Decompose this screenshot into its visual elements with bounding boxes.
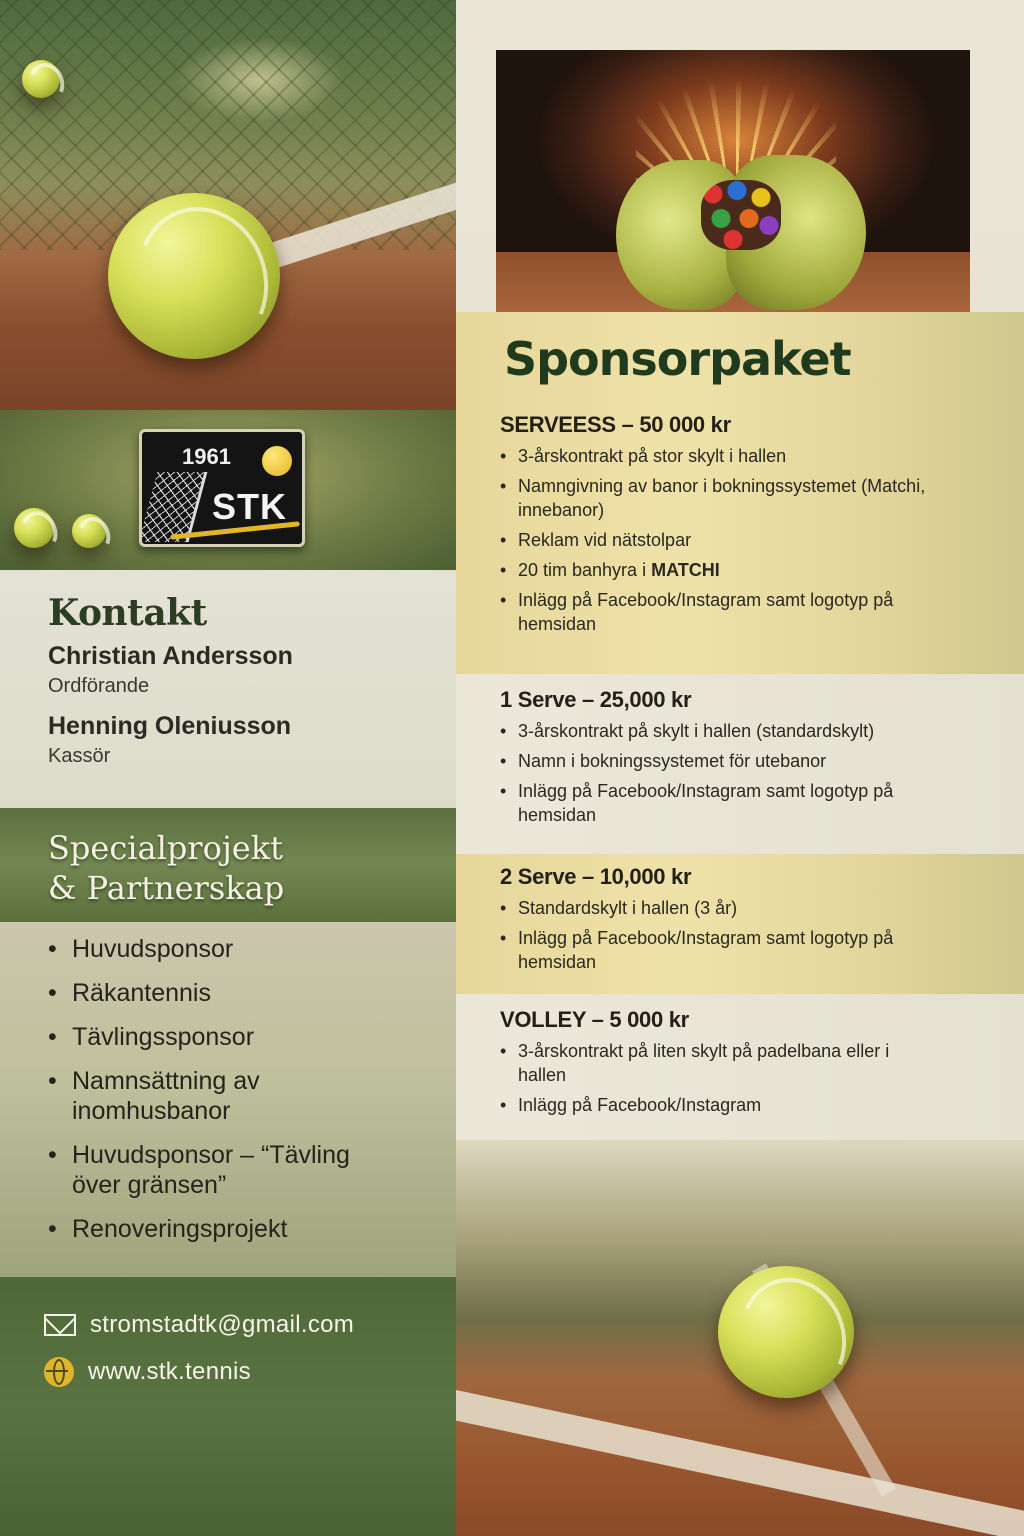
package-item: • 3-årskontrakt på skylt i hallen (standardskylt) bbox=[500, 719, 940, 743]
tennis-ball-icon bbox=[718, 1266, 854, 1398]
package-serveess bbox=[456, 412, 1024, 642]
contact-name: Christian Andersson bbox=[48, 642, 293, 670]
package-item: • Standardskylt i hallen (3 år) bbox=[500, 896, 940, 920]
right-column bbox=[456, 0, 1024, 1536]
court-line bbox=[456, 1390, 1024, 1536]
website-link[interactable]: www.stk.tennis bbox=[88, 1358, 251, 1385]
special-heading-line1: Specialprojekt bbox=[48, 829, 283, 867]
package-name: 2 Serve – 10,000 kr bbox=[500, 864, 692, 889]
globe-icon bbox=[44, 1357, 74, 1387]
package-1-serve bbox=[456, 687, 1024, 833]
list-item: • Tävlingssponsor bbox=[48, 1022, 378, 1052]
list-item: • Räkantennis bbox=[48, 978, 378, 1008]
list-item: • Huvudsponsor bbox=[48, 934, 378, 964]
package-item-text: 20 tim banhyra i bbox=[518, 560, 647, 580]
tennis-ball-icon bbox=[108, 193, 280, 359]
email-row[interactable] bbox=[44, 1311, 354, 1339]
envelope-icon bbox=[44, 1314, 76, 1336]
package-item: • Inlägg på Facebook/Instagram bbox=[500, 1093, 940, 1117]
package-name: 1 Serve – 25,000 kr bbox=[500, 687, 692, 712]
email-link[interactable]: stromstadtk@gmail.com bbox=[90, 1311, 355, 1338]
package-item: • Namn i bokningssystemet för utebanor bbox=[500, 749, 940, 773]
contact-role: Kassör bbox=[48, 745, 111, 767]
tennis-ball-icon bbox=[14, 508, 54, 548]
special-heading bbox=[48, 828, 456, 908]
list-item: • Renoveringsprojekt bbox=[48, 1214, 378, 1244]
package-item: • Inlägg på Facebook/Instagram samt logotyp på hemsidan bbox=[500, 588, 940, 636]
contact-section bbox=[0, 570, 456, 808]
tennis-ball-photo bbox=[0, 0, 456, 410]
package-item: • Inlägg på Facebook/Instagram samt logotyp på hemsidan bbox=[500, 926, 940, 974]
package-item: • 3-årskontrakt på stor skylt i hallen bbox=[500, 444, 940, 468]
sponsor-title: Sponsorpaket bbox=[504, 332, 851, 386]
logo-name: STK bbox=[212, 486, 287, 527]
package-item: • Reklam vid nätstolpar bbox=[500, 528, 940, 552]
website-row[interactable] bbox=[44, 1357, 251, 1387]
package-name: SERVEESS – 50 000 kr bbox=[500, 412, 731, 437]
contact-name: Henning Oleniusson bbox=[48, 712, 292, 740]
package-item: • Namngivning av banor i bokningssystemet (Matchi, innebanor) bbox=[500, 474, 940, 522]
logo-band bbox=[0, 410, 456, 570]
exploding-ball-photo bbox=[496, 50, 970, 312]
package-item: • Inlägg på Facebook/Instagram samt logotyp på hemsidan bbox=[500, 779, 940, 827]
contact-role: Ordförande bbox=[48, 675, 150, 697]
left-column bbox=[0, 0, 456, 1536]
list-item: • Huvudsponsor – “Tävling över gränsen” bbox=[48, 1140, 378, 1200]
special-heading-band bbox=[0, 808, 456, 922]
logo-ball-icon bbox=[262, 446, 292, 476]
footer-contact bbox=[0, 1277, 456, 1536]
contact-heading: Kontakt bbox=[48, 592, 207, 634]
package-name: VOLLEY – 5 000 kr bbox=[500, 1007, 689, 1032]
package-2-serve bbox=[456, 864, 1024, 980]
package-volley bbox=[456, 1007, 1024, 1123]
candy-filling bbox=[701, 180, 781, 250]
club-logo bbox=[139, 429, 305, 547]
list-item: • Namnsättning av inomhusbanor bbox=[48, 1066, 378, 1126]
tennis-ball-icon bbox=[72, 514, 106, 548]
package-item bbox=[500, 558, 940, 582]
package-item: • 3-årskontrakt på liten skylt på padelbana eller i hallen bbox=[500, 1039, 940, 1087]
tennis-court-photo bbox=[456, 1140, 1024, 1536]
tennis-ball-icon bbox=[22, 60, 60, 98]
matchi-highlight: MATCHI bbox=[651, 560, 720, 580]
logo-year: 1961 bbox=[182, 444, 231, 469]
special-list bbox=[0, 922, 456, 1277]
special-heading-line2: & Partnerskap bbox=[48, 869, 285, 907]
